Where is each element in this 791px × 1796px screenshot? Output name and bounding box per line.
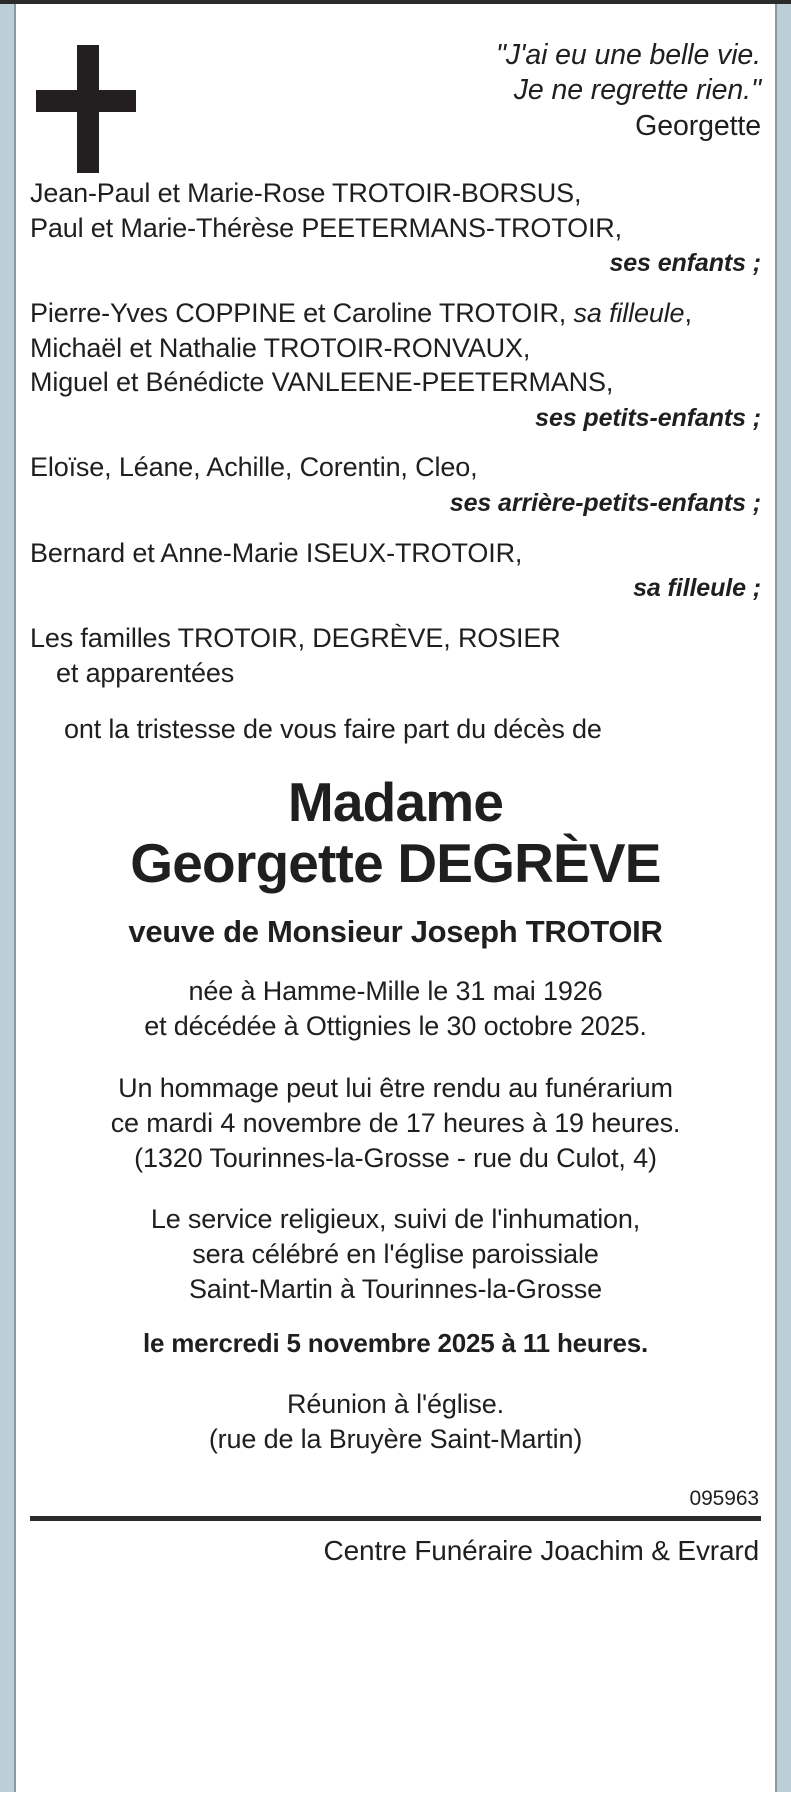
funeral-home-name: Centre Funéraire Joachim & Evrard (323, 1535, 759, 1567)
deceased-block (30, 773, 761, 950)
service-line-1: Le service religieux, suivi de l'inhumation, (150, 1203, 641, 1234)
notice-header (30, 4, 761, 172)
family-line: Bernard et Anne-Marie ISEUX-TROTOIR, (30, 537, 523, 568)
left-color-band (0, 4, 14, 1792)
family-line: Les familles TROTOIR, DEGRÈVE, ROSIER (30, 622, 561, 653)
family-group (30, 296, 761, 438)
latin-cross-icon (36, 45, 136, 173)
gathering-line-1: Réunion à l'église. (287, 1388, 504, 1419)
epitaph-line-2: Je ne regrette rien." (513, 74, 761, 107)
family-line: Eloïse, Léane, Achille, Corentin, Cleo, (30, 452, 478, 483)
relationship-inline: sa filleule (573, 297, 685, 328)
gathering-line-2: (rue de la Bruyère Saint-Martin) (208, 1424, 583, 1454)
reference-number: 095963 (689, 1487, 759, 1511)
death-line: et décédée à Ottignies le 30 octobre 2025. (144, 1011, 647, 1042)
life-dates-block (30, 974, 761, 1044)
family-group (30, 176, 761, 283)
birth-line: née à Hamme-Mille le 31 mai 1926 (188, 976, 603, 1007)
family-group (30, 450, 761, 522)
service-line-3: Saint-Martin à Tourinnes-la-Grosse (188, 1274, 603, 1305)
epitaph-line-1: "J'ai eu une belle vie. (495, 39, 761, 71)
right-color-band (777, 4, 791, 1792)
family-line: Michaël et Nathalie TROTOIR-RONVAUX, (30, 332, 531, 363)
family-line: Jean-Paul et Marie-Rose TROTOIR-BORSUS, (30, 178, 582, 208)
deceased-spouse-line: veuve de Monsieur Joseph TROTOIR (128, 914, 663, 950)
family-group (30, 536, 761, 608)
service-block (30, 1202, 761, 1307)
visitation-line-1: Un hommage peut lui être rendu au funérarium (118, 1072, 673, 1103)
gathering-block (30, 1387, 761, 1457)
announcement-text: ont la tristesse de vous faire part du décès de (64, 714, 602, 745)
family-group (30, 621, 761, 690)
family-list (30, 176, 761, 690)
visitation-line-2: ce mardi 4 novembre de 17 heures à 19 heures. (110, 1107, 681, 1138)
deceased-name: Georgette DEGRÈVE (130, 831, 661, 894)
relationship-label: ses enfants ; (609, 249, 761, 278)
family-line: Miguel et Bénédicte VANLEENE-PEETERMANS, (30, 367, 614, 398)
family-line: Pierre-Yves COPPINE et Caroline TROTOIR, sa filleule, (30, 297, 692, 328)
deceased-title: Madame (287, 771, 504, 834)
cross-horizontal-bar (36, 90, 136, 112)
epitaph-block (496, 38, 761, 144)
footer-rule (30, 1516, 761, 1521)
relationship-label: ses petits-enfants ; (535, 403, 761, 432)
epitaph-signature: Georgette (635, 109, 761, 142)
service-datetime: le mercredi 5 novembre 2025 à 11 heures. (142, 1328, 649, 1359)
relationship-label: sa filleule ; (633, 574, 761, 603)
family-line: Paul et Marie-Thérèse PEETERMANS-TROTOIR, (30, 212, 622, 243)
visitation-address: (1320 Tourinnes-la-Grosse - rue du Culot, 4) (134, 1142, 657, 1173)
notice-content (16, 4, 775, 1792)
relationship-label: ses arrière-petits-enfants ; (449, 489, 761, 518)
family-line: et apparentées (56, 657, 235, 688)
visitation-block (30, 1071, 761, 1176)
service-line-2: sera célébré en l'église paroissiale (192, 1238, 599, 1269)
